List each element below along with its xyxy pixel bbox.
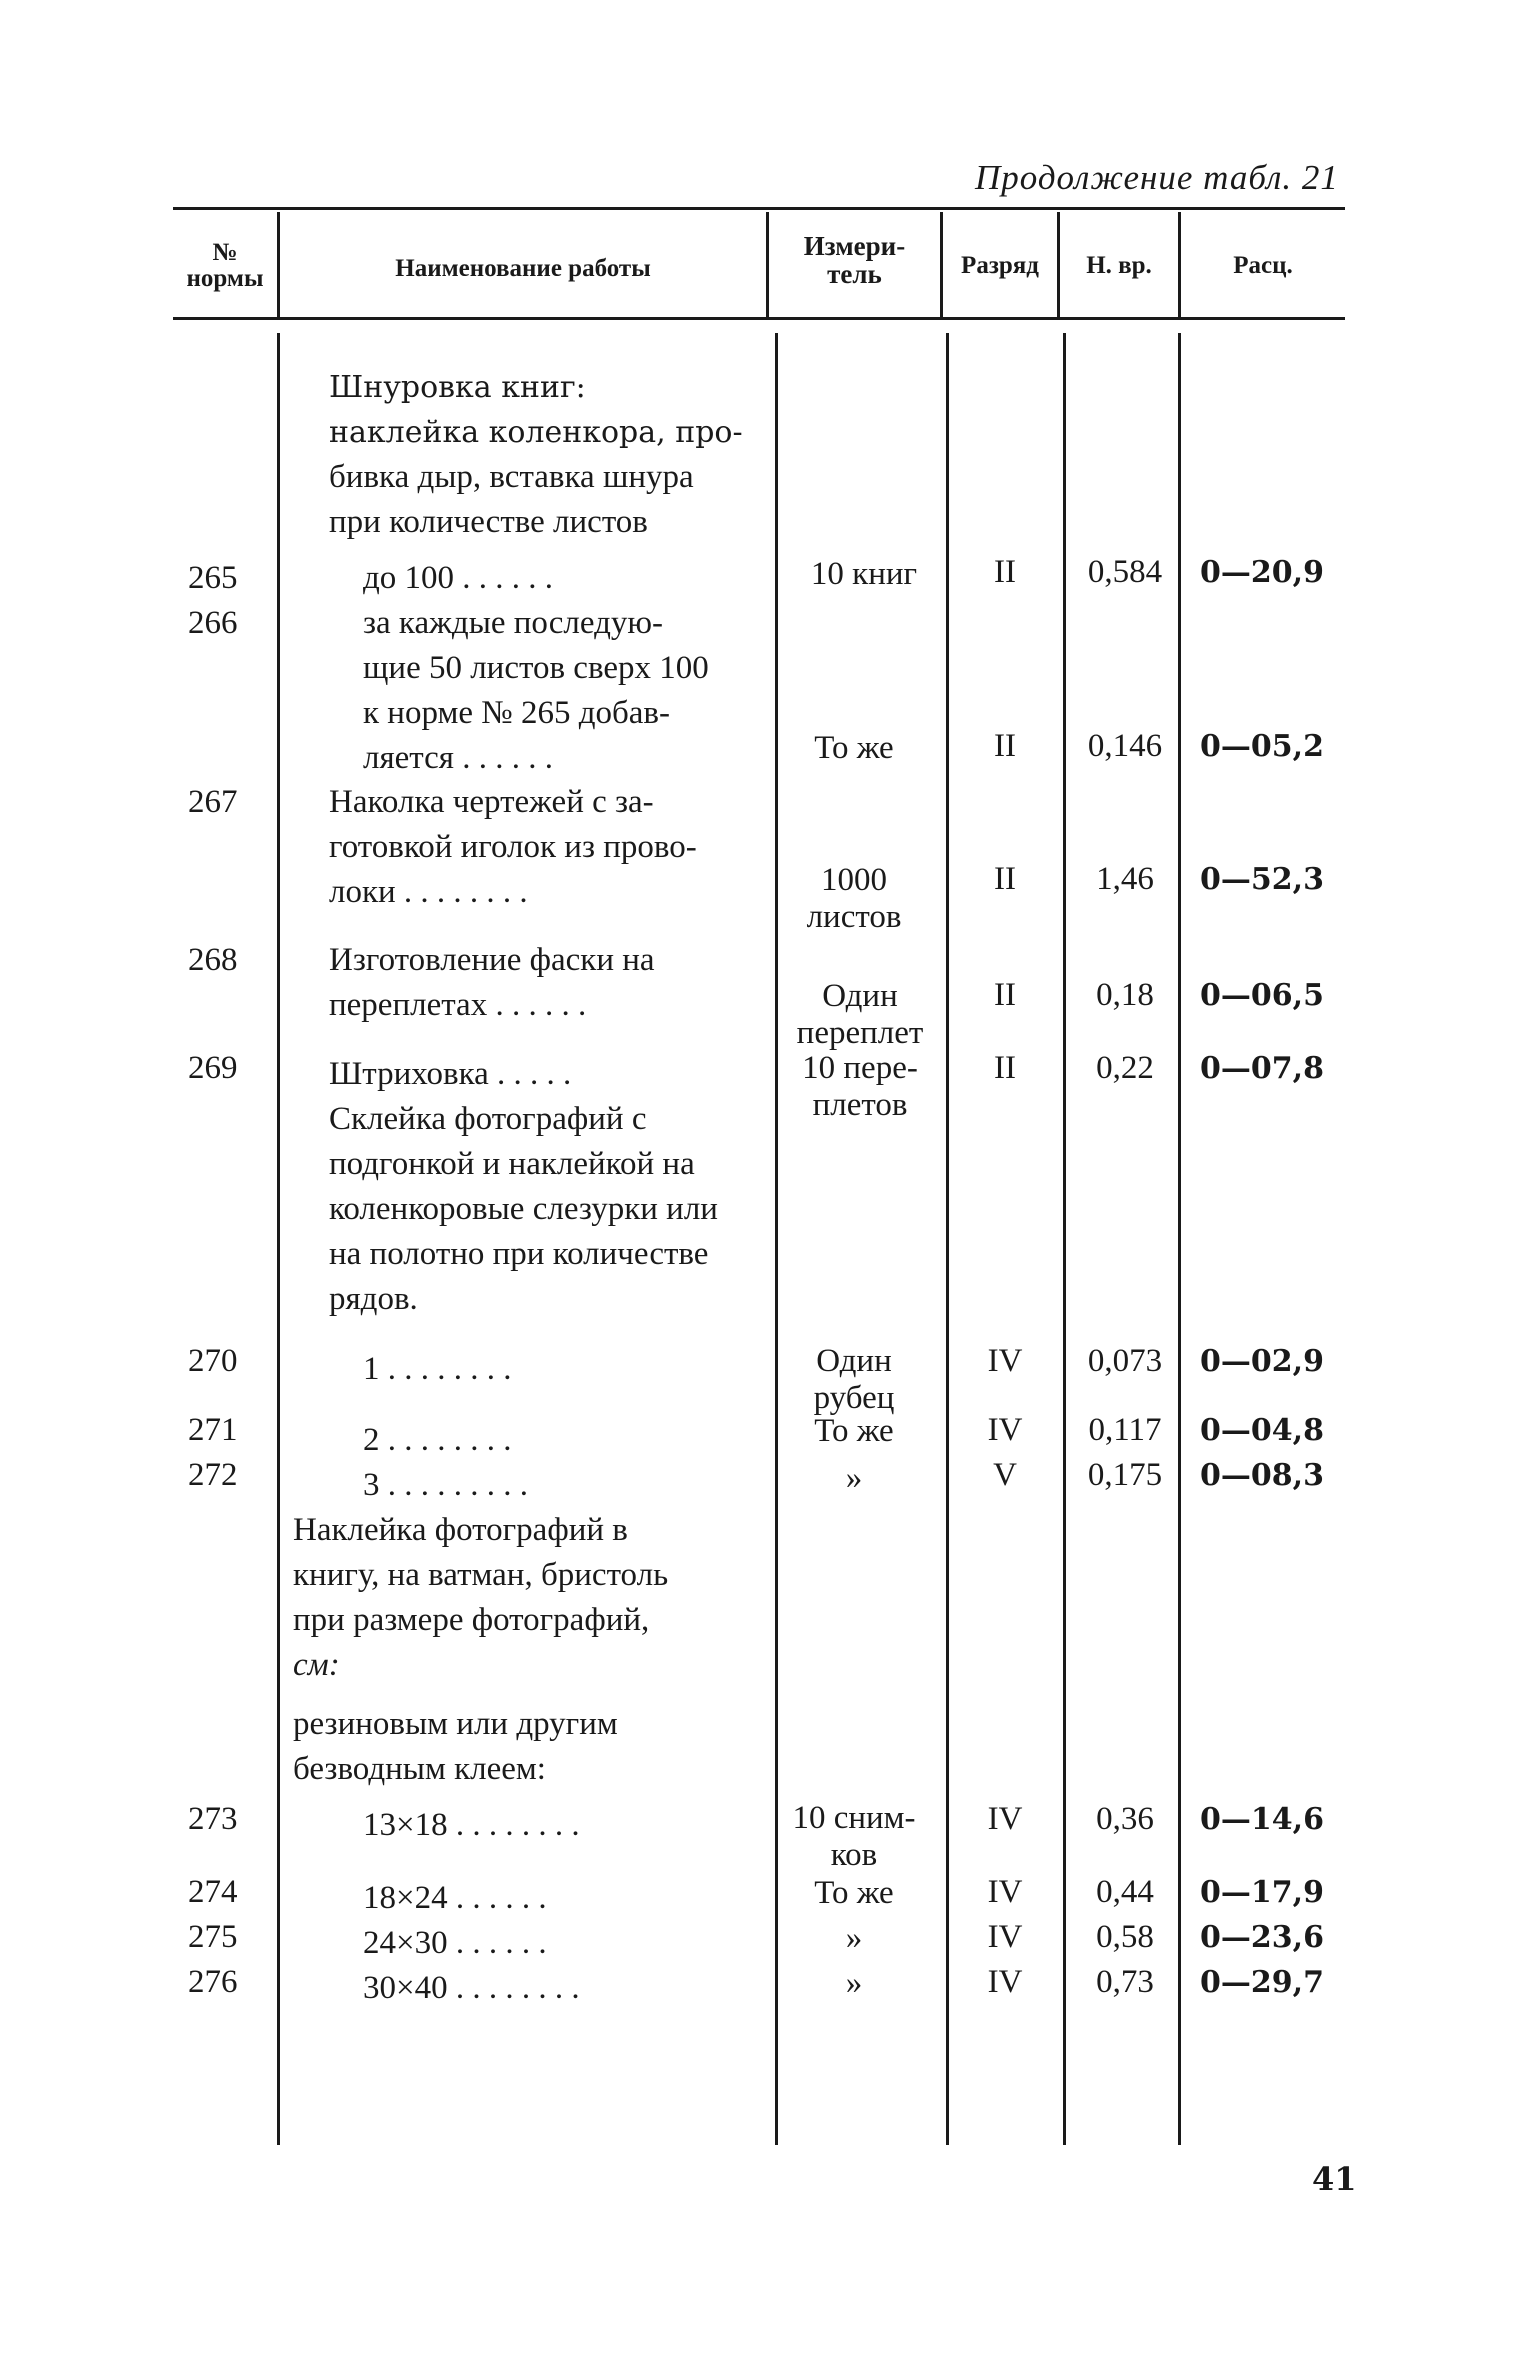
row-271-no: 271 [188, 1412, 238, 1448]
row-267-unit [780, 862, 928, 936]
row-270-rate: 0—02,9 [1200, 1344, 1324, 1379]
header-no-line1: № [212, 239, 238, 266]
row-269-no: 269 [188, 1050, 238, 1086]
row-266-no: 266 [188, 605, 238, 641]
header-unit-line1: Измери- [803, 231, 906, 261]
row-266-unit: То же [814, 730, 894, 766]
row-272-unit: » [845, 1460, 863, 1496]
block-line: Наклейка фотографий в [293, 1512, 628, 1548]
unit-line: 1000 [821, 862, 887, 898]
row-273-name: 13×18 . . . . . . . . [363, 1807, 580, 1843]
row-272-no: 272 [188, 1457, 238, 1493]
row-275-unit: » [845, 1920, 863, 1956]
body-divider [946, 333, 949, 2145]
row-267-hv: 1,46 [1096, 861, 1154, 897]
header-hv: Н. вр. [1086, 252, 1152, 279]
body-divider [775, 333, 778, 2145]
block-pasting [293, 1508, 668, 1792]
block-line: подгонкой и наклейкой на [329, 1146, 695, 1182]
row-270-unit [780, 1343, 928, 1417]
row-271-hv: 0,117 [1088, 1412, 1162, 1448]
row-265-rate: 0—20,9 [1200, 555, 1324, 590]
row-274-hv: 0,44 [1096, 1874, 1154, 1910]
row-266-hv: 0,146 [1087, 728, 1163, 764]
row-276-unit: » [845, 1965, 863, 2001]
unit-line: ков [830, 1837, 878, 1873]
name-line: к норме № 265 добав- [363, 695, 671, 731]
row-270-rank: IV [987, 1343, 1023, 1379]
row-272-name: 3 . . . . . . . . . [363, 1467, 528, 1503]
name-line: ляется . . . . . . [363, 740, 553, 776]
block-line: наклейка коленкора, про- [329, 415, 743, 450]
block-line: рядов. [329, 1281, 418, 1317]
unit-line: Один [816, 1343, 892, 1379]
unit-line: 10 сним- [792, 1800, 916, 1836]
block-line: книгу, на ватман, бристоль [293, 1557, 669, 1593]
row-265-name: до 100 . . . . . . [363, 560, 554, 596]
row-265-unit: 10 книг [810, 556, 918, 592]
header-bottom-rule [173, 317, 1345, 320]
row-268-rate: 0—06,5 [1200, 978, 1324, 1013]
header-name: Наименование работы [395, 255, 651, 282]
row-273-hv: 0,36 [1096, 1801, 1154, 1837]
block-line: бивка дыр, вставка шнура [329, 459, 694, 495]
body-divider [1063, 333, 1066, 2145]
block-line: при размере фотографий, [293, 1602, 650, 1638]
row-265-rank: II [994, 554, 1016, 590]
name-line: Изготовление фаски на [329, 942, 655, 978]
row-275-name: 24×30 . . . . . . [363, 1925, 547, 1961]
row-273-unit [780, 1800, 928, 1874]
header-unit [769, 232, 940, 288]
block-line: резиновым или другим [293, 1706, 618, 1742]
row-268-unit [786, 978, 934, 1052]
unit-line: плетов [812, 1087, 908, 1123]
header-no [173, 240, 277, 292]
row-270-hv: 0,073 [1087, 1343, 1163, 1379]
block-line: на полотно при количестве [329, 1236, 709, 1272]
row-271-rank: IV [987, 1412, 1023, 1448]
unit-line: рубец [813, 1380, 895, 1416]
row-272-rank: V [993, 1457, 1017, 1493]
row-275-hv: 0,58 [1096, 1919, 1154, 1955]
row-268-name [329, 938, 655, 1028]
row-269-hv: 0,22 [1096, 1050, 1154, 1086]
row-272-rate: 0—08,3 [1200, 1458, 1324, 1493]
row-267-name [329, 780, 697, 915]
row-274-rank: IV [987, 1874, 1023, 1910]
row-275-no: 275 [188, 1919, 238, 1955]
row-269-rank: II [994, 1050, 1016, 1086]
block-line: см: [293, 1647, 340, 1683]
row-274-name: 18×24 . . . . . . [363, 1880, 547, 1916]
row-276-rank: IV [987, 1964, 1023, 2000]
name-line: Наколка чертежей с за- [329, 784, 654, 820]
row-268-rank: II [994, 977, 1016, 1013]
row-274-unit: То же [814, 1875, 894, 1911]
row-269-unit [786, 1050, 934, 1124]
block-gluing [329, 1097, 718, 1322]
row-269-rate: 0—07,8 [1200, 1051, 1324, 1086]
name-line: локи . . . . . . . . [329, 874, 528, 910]
row-275-rate: 0—23,6 [1200, 1920, 1324, 1955]
row-268-hv: 0,18 [1096, 977, 1154, 1013]
row-267-rate: 0—52,3 [1200, 862, 1324, 897]
unit-line: Один [822, 978, 898, 1014]
row-266-name [363, 601, 709, 781]
row-273-rate: 0—14,6 [1200, 1802, 1324, 1837]
row-276-name: 30×40 . . . . . . . . [363, 1970, 580, 2006]
row-274-no: 274 [188, 1874, 238, 1910]
continuation-title: Продолжение табл. 21 [975, 158, 1339, 197]
block-line: при количестве листов [329, 504, 648, 540]
row-273-no: 273 [188, 1801, 238, 1837]
row-266-rank: II [994, 728, 1016, 764]
unit-line: листов [806, 899, 902, 935]
header-rank: Разряд [961, 252, 1039, 279]
row-271-unit: То же [814, 1413, 894, 1449]
header-unit-line2: тель [827, 259, 882, 289]
page-number: 41 [1312, 2160, 1357, 2198]
row-274-rate: 0—17,9 [1200, 1875, 1324, 1910]
row-276-rate: 0—29,7 [1200, 1965, 1324, 2000]
row-269-name: Штриховка . . . . . [329, 1056, 572, 1092]
row-275-rank: IV [987, 1919, 1023, 1955]
row-273-rank: IV [987, 1801, 1023, 1837]
row-276-no: 276 [188, 1964, 238, 2000]
header-no-line2: нормы [186, 265, 264, 292]
row-272-hv: 0,175 [1087, 1457, 1163, 1493]
block-line: Склейка фотографий с [329, 1101, 647, 1137]
block-line: коленкоровые слезурки или [329, 1191, 718, 1227]
block-line: безводным клеем: [293, 1751, 546, 1787]
row-266-rate: 0—05,2 [1200, 729, 1324, 764]
name-line: переплетах . . . . . . [329, 987, 587, 1023]
unit-line: 10 пере- [802, 1050, 918, 1086]
row-276-hv: 0,73 [1096, 1964, 1154, 2000]
block-line: Шнуровка книг: [329, 370, 586, 405]
row-268-no: 268 [188, 942, 238, 978]
row-265-no: 265 [188, 560, 238, 596]
row-267-no: 267 [188, 784, 238, 820]
unit-line: переплет [796, 1015, 924, 1051]
row-270-name: 1 . . . . . . . . [363, 1351, 512, 1387]
row-271-rate: 0—04,8 [1200, 1413, 1324, 1448]
name-line: готовкой иголок из прово- [329, 829, 697, 865]
row-267-rank: II [994, 861, 1016, 897]
header-top-rule [173, 207, 1345, 210]
block-lacing [329, 365, 743, 545]
name-line: за каждые последую- [363, 605, 664, 641]
row-271-name: 2 . . . . . . . . [363, 1422, 512, 1458]
body-divider [277, 333, 280, 2145]
name-line: щие 50 листов сверх 100 [363, 650, 709, 686]
row-270-no: 270 [188, 1343, 238, 1379]
header-rate: Расц. [1233, 252, 1293, 279]
row-265-hv: 0,584 [1087, 554, 1163, 590]
